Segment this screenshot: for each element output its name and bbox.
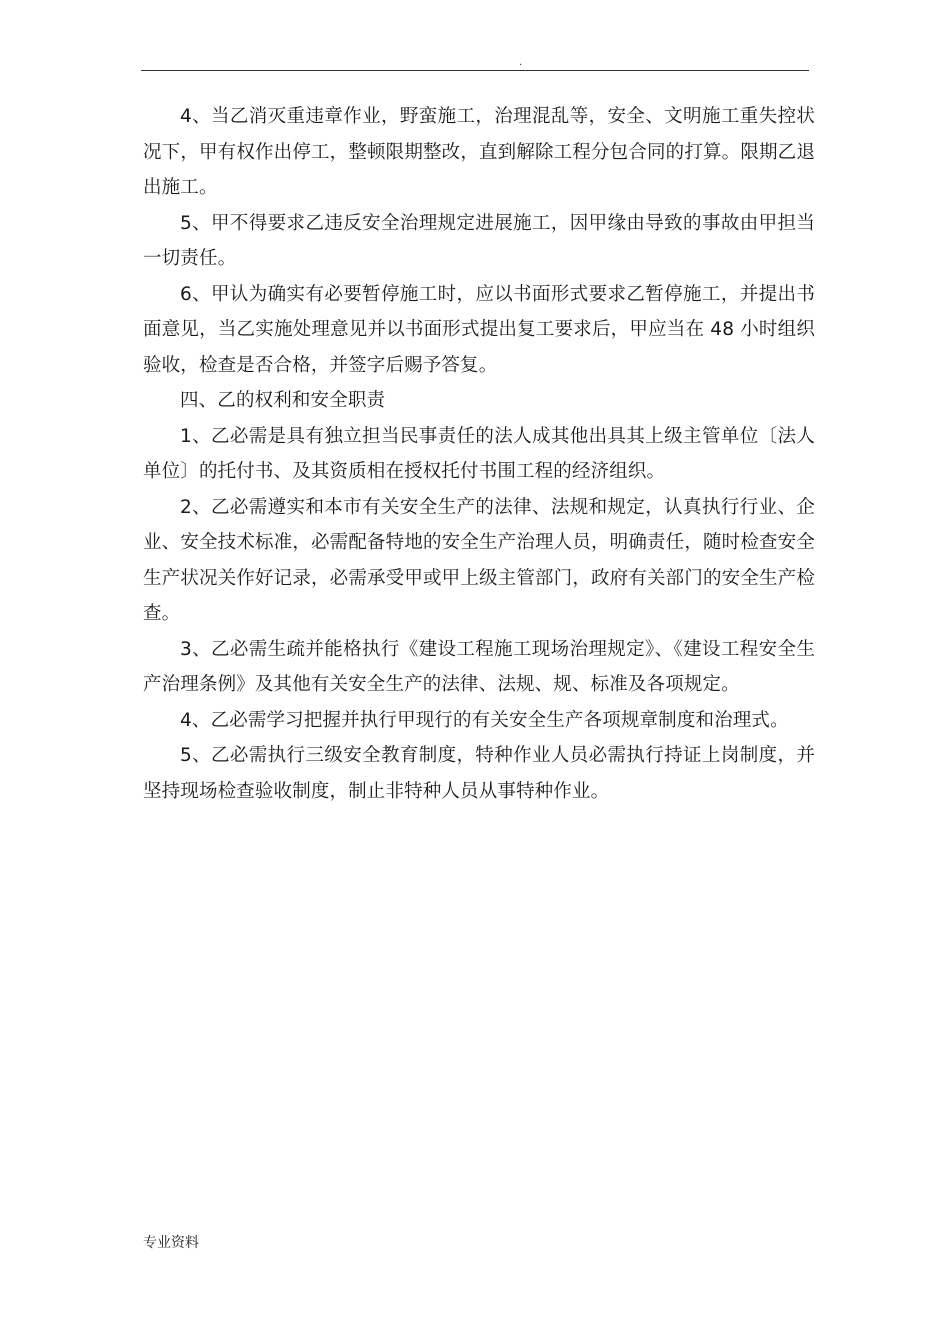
header-mark: .: [519, 57, 523, 68]
paragraph-a4: 4、当乙消灭重违章作业，野蛮施工，治理混乱等，安全、文明施工重失控状况下，甲有权作出停工，整顿限期整改，直到解除工程分包合同的打算。限期乙退出施工。: [143, 106, 815, 198]
paragraph-b4: 4、乙必需学习把握并执行甲现行的有关安全生产各项规章制度和治理式。: [180, 709, 789, 731]
document-body: [143, 99, 815, 809]
paragraph-b2: 2、乙必需遵实和本市有关安全生产的法律、法规和规定，认真执行行业、企业、安全技术标准，必需配备特地的安全生产治理人员，明确责任，随时检查安全生产状况关作好记录，必需承受甲或甲上级主管部门，政府有关部门的安全生产检查。: [143, 496, 815, 624]
paragraph-b5: 5、乙必需执行三级安全教育制度，特种作业人员必需执行持证上岗制度，并坚持现场检查验收制度，制止非特种人员从事特种作业。: [143, 745, 815, 802]
header-rule: [141, 70, 809, 71]
paragraph-a6: 6、甲认为确实有必要暂停施工时，应以书面形式要求乙暂停施工，并提出书面意见，当乙实施处理意见并以书面形式提出复工要求后，甲应当在 48 小时组织验收，检查是否合格，并签字后赐予答复。: [143, 283, 815, 376]
paragraph-a5: 5、甲不得要求乙违反安全治理规定进展施工，因甲缘由导致的事故由甲担当一切责任。: [143, 212, 815, 269]
footer-label: 专业资料: [143, 1235, 199, 1251]
paragraph-b3: 3、乙必需生疏并能格执行《建设工程施工现场治理规定》、《建设工程安全生产治理条例》及其他有关安全生产的法律、法规、规、标准及各项规定。: [143, 638, 815, 695]
paragraph-b1: 1、乙必需是具有独立担当民事责任的法人成其他出具其上级主管单位〔法人单位〕的托付书、及其资质相在授权托付书围工程的经济组织。: [143, 425, 815, 482]
section-heading-4: 四、乙的权利和安全职责: [180, 390, 386, 411]
